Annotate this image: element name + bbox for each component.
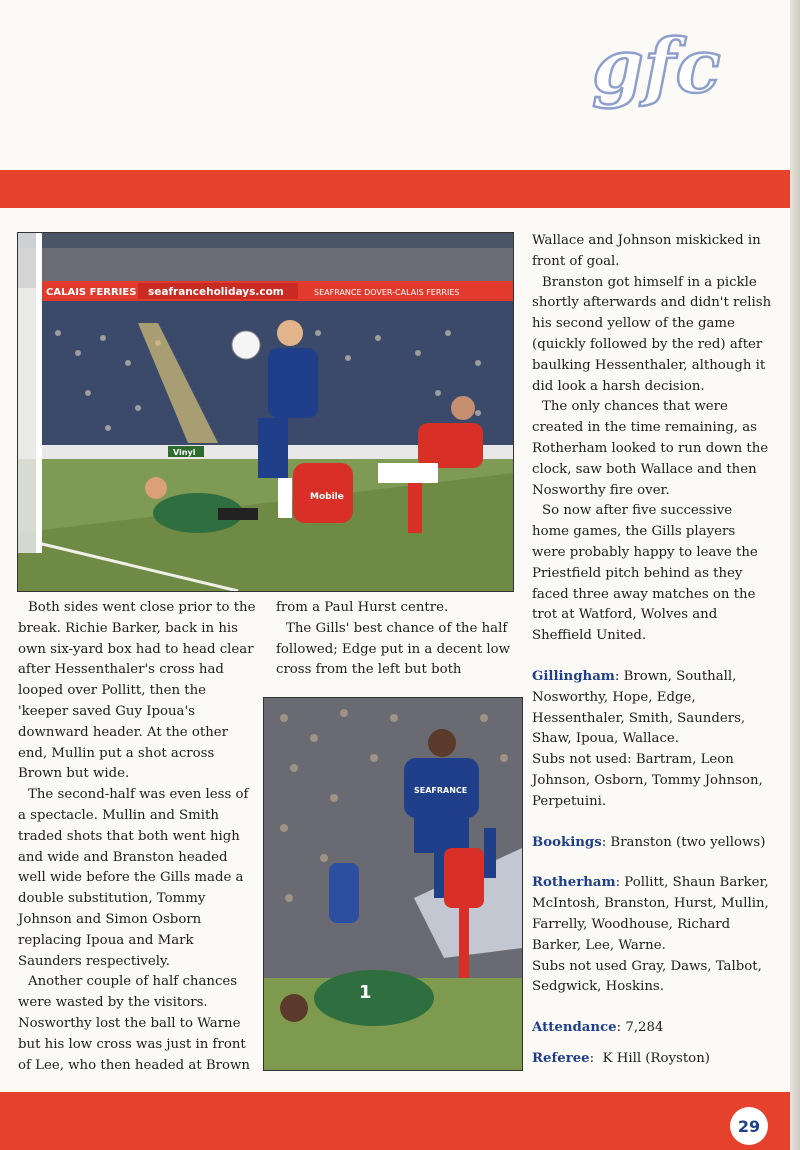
pitch-board-text: Vinyl <box>173 448 196 457</box>
rotherham-label: Rotherham <box>532 875 616 891</box>
paragraph: Both sides went close prior to the break. Richie Barker, back in his own six-yard box had to head clear after Hessenthaler's cross had looped over Pollitt, then the 'keeper saved Guy Ipoua's downward header. At the other end, Mullin put a shot across Brown but wide. <box>18 600 256 782</box>
club-logo <box>592 30 782 145</box>
page-number: 29 <box>730 1107 768 1145</box>
paragraph: Another couple of half chances were wasted by the visitors. Nosworthy lost the ball to Warne but his low cross was just in front of Lee, who then headed at Brown <box>18 974 250 1073</box>
football <box>232 331 260 359</box>
article-column-3 <box>532 231 772 1070</box>
rotherham-players: Pollitt, Shaun Barker, McIntosh, Branston, Hurst, Mullin, Farrelly, Woodhouse, Richard Barker, Lee, Warne. <box>532 875 769 953</box>
referee-label: Referee <box>532 1050 590 1066</box>
page-edge <box>790 0 800 1150</box>
paragraph: from a Paul Hurst centre. <box>276 600 449 615</box>
paragraph: The second-half was even less of a spectacle. Mullin and Smith traded shots that both went high and wide and Branston headed well wide before the Gills made a double substitution, Tommy Johnson and Simon Osborn replacing Ipoua and Mark Saunders respectively. <box>18 787 249 969</box>
attendance-line: Attendance: 7,284 <box>532 1020 664 1036</box>
paragraph: So now after five successive home games, the Gills players were probably happy to leave the Priestfield pitch behind as they faced three away matches on the trot at Watford, Wolves and Sheffield United. <box>532 503 758 644</box>
logo-text-g: gfc <box>592 30 721 110</box>
blue-player-background-figure <box>329 863 359 923</box>
bottom-red-band <box>0 1092 790 1150</box>
hoarding-right-text: SEAFRANCE DOVER-CALAIS FERRIES <box>314 288 460 297</box>
shirt-sponsor-2-text: SEAFRANCE <box>414 786 468 795</box>
hoarding-left-text: CALAIS FERRIES <box>46 287 137 298</box>
bookings-line: Bookings: Branston (two yellows) <box>532 834 766 850</box>
referee-line: Referee: K Hill (Royston) <box>532 1050 710 1066</box>
bookings-value: Branston (two yellows) <box>610 834 766 850</box>
article-column-2 <box>276 598 514 681</box>
rotherham-subs: Subs not used Gray, Daws, Talbot, Sedgwick, Hoskins. <box>532 958 762 995</box>
match-photo-jump <box>263 697 523 1071</box>
keeper-number-text: 1 <box>359 982 372 1003</box>
rotherham-lineup: Rotherham: Pollitt, Shaun Barker, McIntosh, Branston, Hurst, Mullin, Farrelly, Woodhouse, Richard Barker, Lee, Warne. <box>532 875 769 953</box>
referee-value: K Hill (Royston) <box>602 1050 710 1066</box>
article-column-1 <box>18 598 258 1076</box>
bookings-label: Bookings <box>532 834 602 850</box>
paragraph: Wallace and Johnson miskicked in front of goal. <box>532 233 761 269</box>
attendance-label: Attendance <box>532 1020 617 1036</box>
rotherham-player-figure <box>293 463 353 523</box>
paragraph: The only chances that were created in the time remaining, as Rotherham looked to run down the clock, saw both Wallace and then Nosworthy fire over. <box>532 399 769 498</box>
gillingham-lineup: Gillingham: Brown, Southall, Nosworthy, Hope, Edge, Hessenthaler, Smith, Saunders, Shaw, Ipoua, Wallace. <box>532 668 746 747</box>
top-red-band <box>0 170 790 208</box>
paragraph: Branston got himself in a pickle shortly afterwards and didn't relish his second yellow of the game (quickly followed by the red) after baulking Hessenthaler, although it did look a harsh decision. <box>532 274 772 394</box>
hoarding-main-text: seafranceholidays.com <box>148 286 284 298</box>
gillingham-players: Brown, Southall, Nosworthy, Hope, Edge, Hessenthaler, Smith, Saunders, Shaw, Ipoua, Wallace. <box>532 668 746 747</box>
match-photo-goalmouth <box>17 232 514 592</box>
attendance-value: 7,284 <box>625 1020 664 1036</box>
paragraph: The Gills' best chance of the half followed; Edge put in a decent low cross from the left but both <box>276 620 511 678</box>
gillingham-label: Gillingham <box>532 668 615 684</box>
gillingham-subs: Subs not used: Bartram, Leon Johnson, Osborn, Tommy Johnson, Perpetuini. <box>532 752 763 809</box>
shirt-sponsor-text: Mobile <box>310 492 344 502</box>
